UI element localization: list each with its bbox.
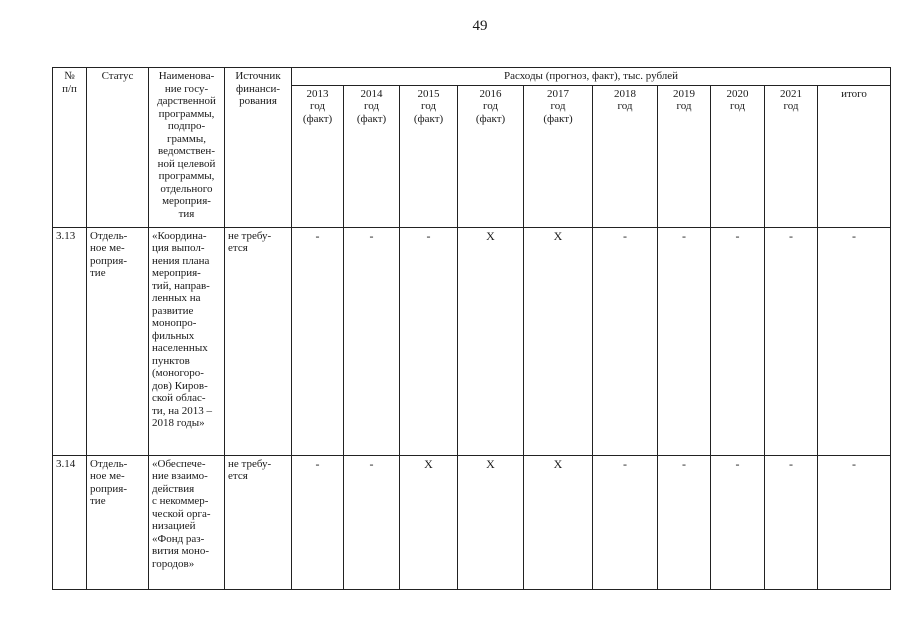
row-name [149, 455, 225, 589]
source-line: не требу- [228, 457, 272, 470]
year-line: (факт) [356, 112, 387, 125]
name-line: развитие [152, 304, 194, 317]
expenses-table [52, 67, 891, 590]
name-line: ти, на 2013 – [152, 404, 212, 417]
header-source-line: финанси- [235, 82, 281, 95]
header-name-line: граммы, [167, 132, 206, 145]
header-year-2013 [292, 85, 344, 227]
name-line: с некоммер- [152, 495, 209, 507]
table-row [53, 455, 891, 589]
value-2015: - [400, 227, 458, 455]
year-line: (факт) [543, 112, 573, 125]
header-num-line: № [64, 70, 75, 82]
year-line: 2020 [726, 87, 749, 100]
header-source [225, 68, 292, 228]
name-line: фильных [152, 329, 195, 342]
source-line: ется [228, 470, 248, 482]
year-line: (факт) [413, 112, 444, 125]
year-line: год [482, 100, 499, 112]
header-name-line: Наименова- [158, 70, 215, 82]
year-line: год [363, 100, 380, 112]
year-line: год [550, 100, 566, 112]
row-source [225, 455, 292, 589]
header-year-2018 [593, 85, 658, 227]
status-line: тие [90, 267, 106, 279]
name-line: 2018 годы» [152, 417, 205, 429]
header-name-line: отдельного [160, 182, 213, 195]
value-2016: X [458, 227, 524, 455]
year-line: 2019 [673, 87, 695, 100]
name-line: городов» [152, 557, 195, 570]
row-source [225, 227, 292, 455]
header-expenses: Расходы (прогноз, факт), тыс. рублей [292, 68, 891, 86]
header-name-line: ведомствен- [158, 145, 215, 157]
value-2017: X [524, 455, 593, 589]
value-2021: - [765, 455, 818, 589]
header-year-2019 [658, 85, 711, 227]
year-line: (факт) [302, 112, 333, 125]
header-total [818, 85, 891, 227]
value-total: - [818, 227, 891, 455]
value-2014: - [344, 455, 400, 589]
year-line: итого [841, 87, 867, 100]
header-year-2020 [711, 85, 765, 227]
year-line: 2013 [306, 87, 329, 100]
status-line: Отдель- [90, 457, 128, 470]
row-status [87, 227, 149, 455]
row-num: 3.13 [53, 227, 87, 455]
year-line: 2015 [417, 87, 440, 100]
status-line: роприя- [90, 482, 127, 495]
status-line: ное ме- [90, 242, 125, 254]
header-name [149, 68, 225, 228]
row-status [87, 455, 149, 589]
value-total: - [818, 455, 891, 589]
year-line: год [783, 100, 799, 112]
header-year-2015 [400, 85, 458, 227]
year-line: (факт) [475, 112, 506, 125]
name-line: «Координа- [152, 229, 207, 242]
header-name-line: ной целевой [157, 157, 216, 170]
status-line: ное ме- [90, 470, 125, 482]
name-line: (моногоро- [152, 367, 204, 379]
name-line: действия [152, 482, 195, 495]
year-line: год [676, 100, 692, 112]
value-2014: - [344, 227, 400, 455]
value-2013: - [292, 227, 344, 455]
name-line: «Фонд раз- [152, 532, 205, 545]
name-line: ленных на [152, 292, 201, 304]
year-line: год [420, 100, 437, 112]
name-line: ция выпол- [152, 242, 205, 254]
year-line: 2014 [360, 87, 383, 100]
header-year-2017 [524, 85, 593, 227]
name-line: низацией [152, 520, 196, 532]
header-name-line: мероприя- [162, 195, 211, 207]
name-line: нения плана [152, 254, 210, 267]
value-2019: - [658, 455, 711, 589]
header-year-2016 [458, 85, 524, 227]
row-name [149, 227, 225, 455]
name-line: ской облас- [152, 392, 206, 404]
header-source-line: Источник [235, 70, 281, 82]
header-name-line: тия [178, 207, 195, 220]
name-line: мероприя- [152, 267, 201, 279]
header-name-line: дарственной [157, 95, 216, 107]
year-line: год [617, 100, 633, 112]
header-name-line: ние госу- [164, 82, 209, 95]
header-source-line: рования [239, 95, 277, 107]
value-2017: X [524, 227, 593, 455]
status-line: тие [90, 495, 106, 507]
name-line: населенных [152, 342, 208, 354]
name-line: монопро- [152, 317, 197, 329]
header-num [53, 68, 87, 228]
value-2019: - [658, 227, 711, 455]
header-name-line: подпро- [167, 120, 206, 132]
name-line: ние взаимо- [152, 470, 208, 482]
table-row [53, 227, 891, 455]
header-name-line: программы, [158, 170, 215, 182]
value-2018: - [593, 455, 658, 589]
value-2021: - [765, 227, 818, 455]
value-2013: - [292, 455, 344, 589]
name-line: тий, направ- [152, 279, 210, 292]
header-year-2021 [765, 85, 818, 227]
name-line: дов) Киров- [152, 379, 208, 392]
value-2018: - [593, 227, 658, 455]
name-line: пунктов [152, 354, 190, 367]
year-line: 2021 [780, 87, 802, 100]
row-num: 3.14 [53, 455, 87, 589]
year-line: 2016 [479, 87, 502, 100]
year-line: 2018 [614, 87, 636, 100]
table-header-row [53, 68, 891, 86]
header-num-line: п/п [62, 82, 77, 95]
page-number: 49 [472, 18, 488, 34]
value-2020: - [711, 455, 765, 589]
year-line: год [309, 100, 326, 112]
status-line: роприя- [90, 254, 127, 267]
name-line: вития моно- [152, 545, 210, 557]
value-2015: X [400, 455, 458, 589]
name-line: ческой орга- [152, 507, 211, 520]
value-2016: X [458, 455, 524, 589]
name-line: «Обеспече- [152, 457, 206, 470]
header-year-2014 [344, 85, 400, 227]
value-2020: - [711, 227, 765, 455]
header-status: Статус [87, 68, 149, 228]
header-name-line: программы, [158, 107, 215, 120]
status-line: Отдель- [90, 229, 128, 242]
year-line: 2017 [547, 87, 569, 100]
source-line: ется [228, 242, 248, 254]
source-line: не требу- [228, 229, 272, 242]
year-line: год [729, 100, 746, 112]
